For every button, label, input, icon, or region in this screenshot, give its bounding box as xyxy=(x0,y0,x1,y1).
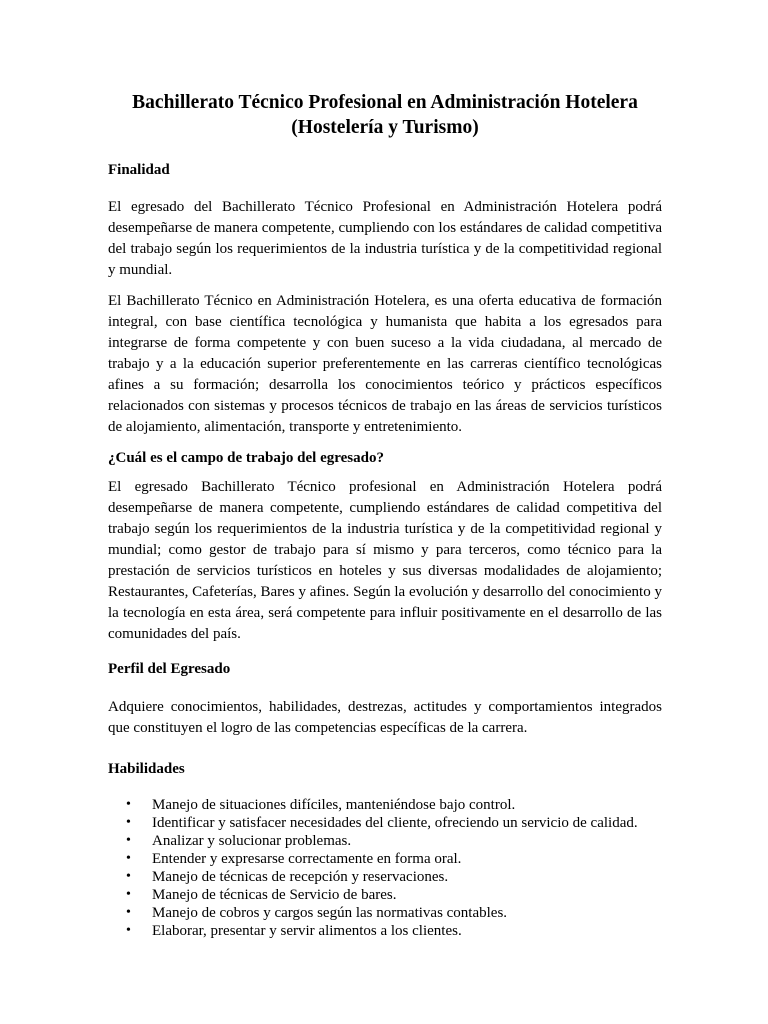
paragraph-perfil-egresado: Adquiere conocimientos, habilidades, destrezas, actitudes y comportamientos integrados que constituyen el logro de las competencias específicas de la carrera. xyxy=(108,699,662,736)
list-item-text: Manejo de técnicas de Servicio de bares. xyxy=(152,887,397,903)
paragraph-finalidad-1: El egresado del Bachillerato Técnico Profesional en Administración Hotelera podrá desempeñarse de manera competente, cumpliendo con los estándares de calidad competitiva del trabajo según los requerimientos de la industria turística y de la competitividad regional y mundial. xyxy=(108,199,662,278)
bullet-icon: • xyxy=(126,851,131,866)
bullet-icon: • xyxy=(126,887,131,902)
bullet-icon: • xyxy=(126,815,131,830)
document-title xyxy=(108,90,662,140)
bullet-icon: • xyxy=(126,797,131,812)
list-item xyxy=(108,868,662,886)
paragraph-campo-trabajo: El egresado Bachillerato Técnico profesional en Administración Hotelera podrá desempeñarse de manera competente, cumpliendo estándares de calidad competitiva del trabajo según los requerimientos de la industria turística y de la competitividad regional y mundial; como gestor de trabajo para sí mismo y para terceros, como técnico para la prestación de servicios turísticos en hoteles y sus diversas modalidades de alojamiento; Restaurantes, Cafeterías, Bares y afines. Según la evolución y desarrollo del conocimiento y la tecnología en esta área, será competente para influir positivamente en el desarrollo de las comunidades del país. xyxy=(108,479,662,642)
bullet-icon: • xyxy=(126,923,131,938)
list-item xyxy=(108,886,662,904)
heading-finalidad: Finalidad xyxy=(108,162,170,178)
list-item xyxy=(108,832,662,850)
list-item-text: Entender y expresarse correctamente en forma oral. xyxy=(152,851,462,867)
list-item xyxy=(108,814,662,832)
list-item-text: Identificar y satisfacer necesidades del cliente, ofreciendo un servicio de calidad. xyxy=(152,815,638,831)
list-item-text: Elaborar, presentar y servir alimentos a los clientes. xyxy=(152,923,462,939)
list-item xyxy=(108,796,662,814)
bullet-icon: • xyxy=(126,833,131,848)
habilidades-list xyxy=(108,796,662,940)
heading-perfil-egresado: Perfil del Egresado xyxy=(108,661,231,677)
list-item xyxy=(108,904,662,922)
list-item xyxy=(108,850,662,868)
paragraph-finalidad-2: El Bachillerato Técnico en Administración Hotelera, es una oferta educativa de formación integral, con base científica tecnológica y humanista que habita a los egresados para integrarse de forma competente y con buen suceso a la vida ciudadana, al mercado de trabajo y a la educación superior preferentemente en las carreras científico tecnológicas afines a su formación; desarrolla los conocimientos teórico y prácticos específicos relacionados con sistemas y procesos técnicos de trabajo en las áreas de servicios turísticos de alojamiento, alimentación, transporte y entretenimiento. xyxy=(108,293,662,435)
document-title-line-2: (Hostelería y Turismo) xyxy=(291,117,479,138)
heading-habilidades: Habilidades xyxy=(108,761,185,777)
list-item-text: Manejo de situaciones difíciles, manteniéndose bajo control. xyxy=(152,797,516,813)
document-title-line-1: Bachillerato Técnico Profesional en Administración Hotelera xyxy=(132,92,638,113)
list-item-text: Analizar y solucionar problemas. xyxy=(152,833,352,849)
bullet-icon: • xyxy=(126,905,131,920)
list-item-text: Manejo de cobros y cargos según las normativas contables. xyxy=(152,905,508,921)
list-item-text: Manejo de técnicas de recepción y reservaciones. xyxy=(152,869,449,885)
heading-campo-trabajo: ¿Cuál es el campo de trabajo del egresado? xyxy=(108,450,384,466)
list-item xyxy=(108,922,662,940)
bullet-icon: • xyxy=(126,869,131,884)
